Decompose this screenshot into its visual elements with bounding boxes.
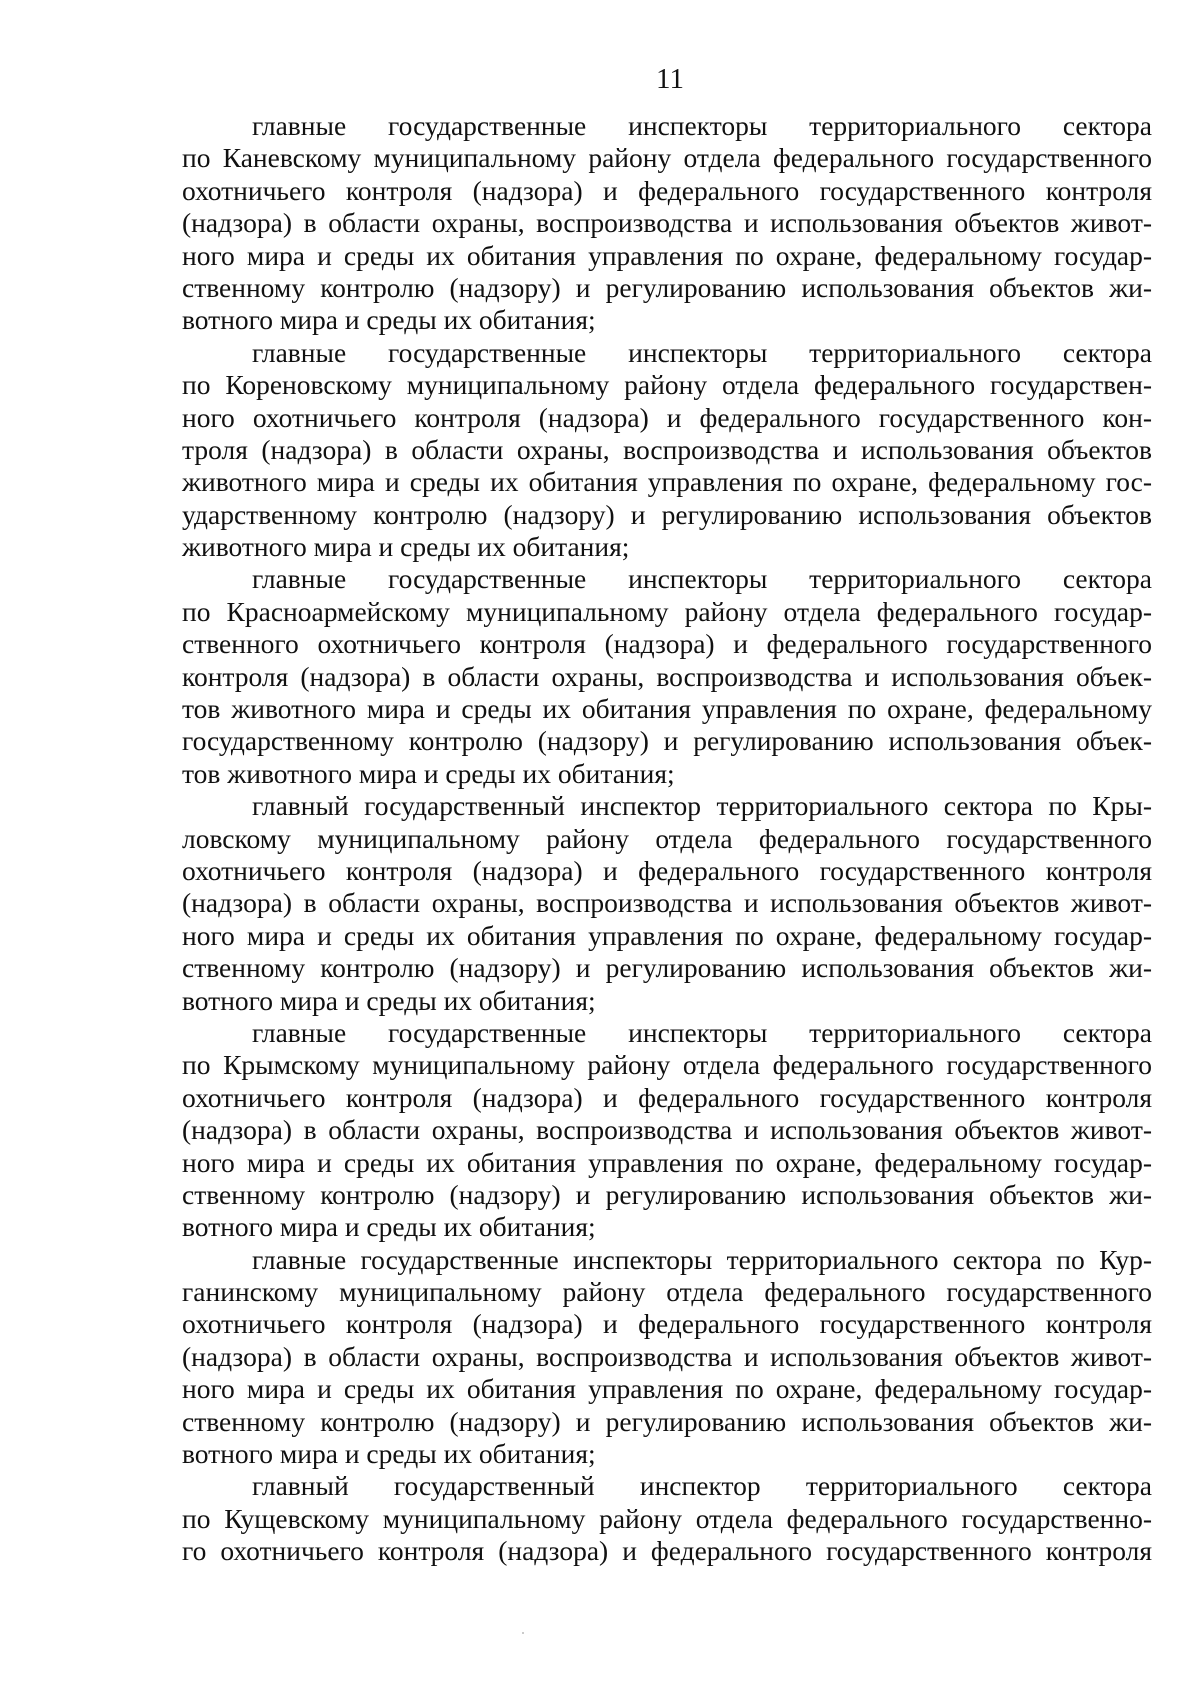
text-line: по Кущевскому муниципальному району отдела федерального государственно- <box>182 1502 1152 1534</box>
paragraph <box>182 1017 1152 1244</box>
text-line: главные государственные инспекторы территориального сектора <box>252 563 1152 595</box>
text-line: ного мира и среды их обитания управления по охране, федеральному государ- <box>182 1373 1152 1405</box>
paragraph <box>182 1470 1152 1567</box>
paragraph <box>182 337 1152 564</box>
text-line: по Красноармейскому муниципальному району отдела федерального государ- <box>182 595 1152 627</box>
text-line: (надзора) в области охраны, воспроизводства и использования объектов живот- <box>182 1340 1152 1372</box>
text-line: главные государственные инспекторы территориального сектора <box>252 1016 1152 1048</box>
text-line: главный государственный инспектор территориального сектора по Кры- <box>252 790 1152 822</box>
text-line: ного мира и среды их обитания управления по охране, федеральному государ- <box>182 919 1152 951</box>
text-line: ственному контролю (надзору) и регулированию использования объектов жи- <box>182 1178 1152 1210</box>
text-line: ственному контролю (надзору) и регулированию использования объектов жи- <box>182 271 1152 303</box>
document-body <box>182 110 1152 1568</box>
text-line: государственному контролю (надзору) и регулированию использования объек- <box>182 725 1152 757</box>
text-line: главный государственный инспектор территориального сектора <box>252 1470 1152 1502</box>
text-line: (надзора) в области охраны, воспроизводства и использования объектов живот- <box>182 1114 1152 1146</box>
text-line: по Крымскому муниципальному району отдела федерального государственного <box>182 1049 1152 1081</box>
text-line: охотничьего контроля (надзора) и федерального государственного контроля <box>182 1308 1152 1340</box>
scan-speck <box>522 1632 524 1634</box>
text-line: ственного охотничьего контроля (надзора) и федерального государственного <box>182 628 1152 660</box>
text-line: ственному контролю (надзору) и регулированию использования объектов жи- <box>182 952 1152 984</box>
text-line: го охотничьего контроля (надзора) и федерального государственного контроля <box>182 1535 1152 1567</box>
text-line: (надзора) в области охраны, воспроизводства и использования объектов живот- <box>182 207 1152 239</box>
text-line: животного мира и среды их обитания управления по охране, федеральному гос- <box>182 466 1152 498</box>
text-line: главные государственные инспекторы территориального сектора по Кур- <box>252 1243 1152 1275</box>
text-line: по Кореновскому муниципальному району отдела федерального государствен- <box>182 369 1152 401</box>
text-line: ного охотничьего контроля (надзора) и федерального государственного кон- <box>182 401 1152 433</box>
text-line: (надзора) в области охраны, воспроизводства и использования объектов живот- <box>182 887 1152 919</box>
text-line: главные государственные инспекторы территориального сектора <box>252 336 1152 368</box>
text-line: контроля (надзора) в области охраны, воспроизводства и использования объек- <box>182 660 1152 692</box>
paragraph <box>182 563 1152 790</box>
text-line: ударственному контролю (надзору) и регулированию использования объектов <box>182 498 1152 530</box>
text-line: животного мира и среды их обитания; <box>182 531 630 563</box>
text-line: ганинскому муниципальному району отдела федерального государственного <box>182 1276 1152 1308</box>
text-line: тов животного мира и среды их обитания управления по охране, федеральному <box>182 693 1152 725</box>
text-line: тов животного мира и среды их обитания; <box>182 757 675 789</box>
text-line: ственному контролю (надзору) и регулированию использования объектов жи- <box>182 1405 1152 1437</box>
text-line: ного мира и среды их обитания управления по охране, федеральному государ- <box>182 1146 1152 1178</box>
page-number: 11 <box>656 63 684 95</box>
text-line: охотничьего контроля (надзора) и федерального государственного контроля <box>182 174 1152 206</box>
text-line: троля (надзора) в области охраны, воспроизводства и использования объектов <box>182 433 1152 465</box>
text-line: по Каневскому муниципальному району отдела федерального государственного <box>182 142 1152 174</box>
text-line: ловскому муниципальному району отдела федерального государственного <box>182 822 1152 854</box>
text-line: вотного мира и среды их обитания; <box>182 1211 596 1243</box>
text-line: вотного мира и среды их обитания; <box>182 304 596 336</box>
text-line: охотничьего контроля (надзора) и федерального государственного контроля <box>182 1081 1152 1113</box>
text-line: охотничьего контроля (надзора) и федерального государственного контроля <box>182 854 1152 886</box>
paragraph <box>182 790 1152 1017</box>
paragraph <box>182 110 1152 337</box>
text-line: вотного мира и среды их обитания; <box>182 1438 596 1470</box>
paragraph <box>182 1244 1152 1471</box>
text-line: главные государственные инспекторы территориального сектора <box>252 110 1152 141</box>
text-line: вотного мира и среды их обитания; <box>182 984 596 1016</box>
text-line: ного мира и среды их обитания управления по охране, федеральному государ- <box>182 239 1152 271</box>
